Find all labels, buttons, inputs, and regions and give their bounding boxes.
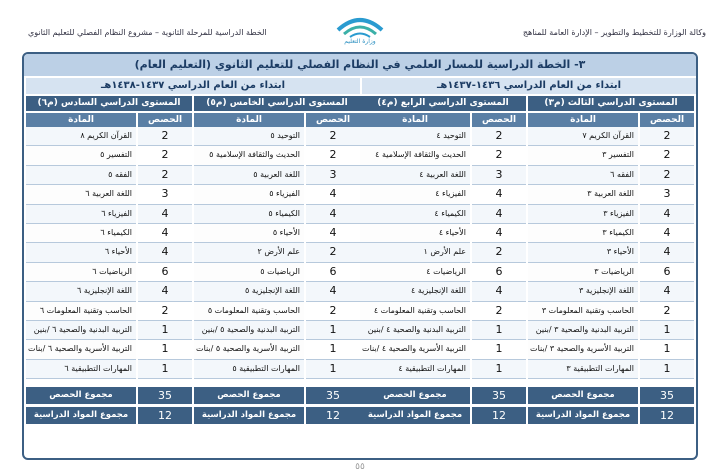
subject-cell: الرياضيات ٦ xyxy=(26,263,136,282)
subject-cell: الفقه ٥ xyxy=(26,166,136,185)
total-periods-value: 35 xyxy=(472,387,526,404)
periods-cell: 4 xyxy=(138,224,192,243)
subject-cell: الفيزياء ٦ xyxy=(26,205,136,224)
table-row xyxy=(194,360,360,379)
periods-cell: 4 xyxy=(138,243,192,262)
total-subjects-label: مجموع المواد الدراسية xyxy=(194,407,304,424)
total-periods-label: مجموع الحصص xyxy=(360,387,470,404)
periods-column-header: الحصص xyxy=(138,113,192,127)
subject-cell: التربية الأسرية والصحية ٥ /بنات xyxy=(194,340,304,359)
subject-cell: اللغة الإنجليزية ٦ xyxy=(26,282,136,301)
total-subjects-value: 12 xyxy=(138,407,192,424)
periods-cell: 4 xyxy=(640,224,694,243)
total-subjects-label: مجموع المواد الدراسية xyxy=(528,407,638,424)
periods-cell: 2 xyxy=(138,146,192,165)
periods-cell: 2 xyxy=(472,302,526,321)
subject-cell: المهارات التطبيقية ٣ xyxy=(528,360,638,379)
table-row xyxy=(360,205,526,224)
periods-cell: 1 xyxy=(306,321,360,340)
periods-cell: 4 xyxy=(306,282,360,301)
periods-cell: 2 xyxy=(138,302,192,321)
table-row xyxy=(528,340,694,359)
header-right-text: وكالة الوزارة للتخطيط والتطوير – الإدارة العامة للمناهج xyxy=(522,28,706,37)
total-periods-row xyxy=(528,387,694,404)
logo-caption: وزارة التعليم xyxy=(344,38,376,45)
periods-cell: 2 xyxy=(472,243,526,262)
periods-cell: 3 xyxy=(640,185,694,204)
level-title: المستوى الدراسي الخامس (م٥) xyxy=(194,96,360,111)
total-periods-row xyxy=(194,387,360,404)
periods-cell: 1 xyxy=(472,321,526,340)
periods-cell: 1 xyxy=(640,321,694,340)
subject-cell: اللغة العربية ٤ xyxy=(360,166,470,185)
subject-cell: الكيمياء ٣ xyxy=(528,224,638,243)
start-year-right: ابتداء من العام الدراسي ١٤٣٦-١٤٣٧هـ xyxy=(362,78,696,94)
subject-cell: المهارات التطبيقية ٦ xyxy=(26,360,136,379)
subject-cell: اللغة الإنجليزية ٣ xyxy=(528,282,638,301)
periods-cell: 1 xyxy=(472,340,526,359)
subject-cell: الرياضيات ٣ xyxy=(528,263,638,282)
table-row xyxy=(528,146,694,165)
periods-cell: 1 xyxy=(472,360,526,379)
periods-cell: 2 xyxy=(640,127,694,146)
subject-cell: اللغة العربية ٥ xyxy=(194,166,304,185)
level-panel xyxy=(26,96,192,427)
subject-rows xyxy=(194,127,360,379)
periods-cell: 1 xyxy=(306,340,360,359)
periods-cell: 2 xyxy=(306,302,360,321)
subject-cell: الفيزياء ٥ xyxy=(194,185,304,204)
subject-cell: الأحياء ٣ xyxy=(528,243,638,262)
page-header xyxy=(0,0,720,48)
subject-cell: الأحياء ٦ xyxy=(26,243,136,262)
table-row xyxy=(360,282,526,301)
table-row xyxy=(26,282,192,301)
periods-cell: 6 xyxy=(640,263,694,282)
subject-cell: التوحيد ٤ xyxy=(360,127,470,146)
table-row xyxy=(528,205,694,224)
periods-cell: 1 xyxy=(138,360,192,379)
table-row xyxy=(194,205,360,224)
table-row xyxy=(528,185,694,204)
subject-cell: اللغة الإنجليزية ٤ xyxy=(360,282,470,301)
total-periods-label: مجموع الحصص xyxy=(26,387,136,404)
ministry-logo-icon xyxy=(330,6,390,42)
subject-cell: اللغة الإنجليزية ٥ xyxy=(194,282,304,301)
total-periods-row xyxy=(360,387,526,404)
table-row xyxy=(360,185,526,204)
table-row xyxy=(26,243,192,262)
table-row xyxy=(26,166,192,185)
periods-cell: 1 xyxy=(138,340,192,359)
header-left-text: الخطة الدراسية للمرحلة الثانوية – مشروع النظام الفصلي للتعليم الثانوي xyxy=(28,28,267,37)
subject-rows xyxy=(26,127,192,379)
total-periods-value: 35 xyxy=(138,387,192,404)
level-panel xyxy=(528,96,694,427)
totals-block xyxy=(360,387,526,424)
subject-cell: الحديث والثقافة الإسلامية ٥ xyxy=(194,146,304,165)
table-row xyxy=(360,360,526,379)
table-row xyxy=(360,127,526,146)
table-row xyxy=(528,263,694,282)
level-panel xyxy=(194,96,360,427)
subject-cell: التربية البدنية والصحية ٦ /بنين xyxy=(26,321,136,340)
table-row xyxy=(194,185,360,204)
table-row xyxy=(360,263,526,282)
table-row xyxy=(194,321,360,340)
subject-cell: الرياضيات ٥ xyxy=(194,263,304,282)
total-subjects-label: مجموع المواد الدراسية xyxy=(26,407,136,424)
subject-cell: الحاسب وتقنية المعلومات ٦ xyxy=(26,302,136,321)
periods-cell: 1 xyxy=(640,360,694,379)
subject-cell: المهارات التطبيقية ٥ xyxy=(194,360,304,379)
subject-cell: الفيزياء ٤ xyxy=(360,185,470,204)
subject-rows xyxy=(360,127,526,379)
level-panel xyxy=(360,96,526,427)
table-row xyxy=(26,127,192,146)
periods-cell: 4 xyxy=(306,185,360,204)
periods-cell: 4 xyxy=(472,224,526,243)
table-row xyxy=(26,185,192,204)
subject-cell: القرآن الكريم ٧ xyxy=(528,127,638,146)
column-header-row xyxy=(194,113,360,127)
total-periods-value: 35 xyxy=(306,387,360,404)
periods-cell: 2 xyxy=(306,146,360,165)
periods-cell: 4 xyxy=(138,205,192,224)
table-row xyxy=(194,340,360,359)
periods-cell: 2 xyxy=(138,127,192,146)
periods-cell: 4 xyxy=(640,282,694,301)
page-number: ٥٥ xyxy=(355,462,365,472)
periods-cell: 1 xyxy=(306,360,360,379)
table-row xyxy=(528,243,694,262)
subject-cell: التفسير ٣ xyxy=(528,146,638,165)
periods-cell: 2 xyxy=(472,146,526,165)
start-year-left: ابتداء من العام الدراسي ١٤٣٧-١٤٣٨هـ xyxy=(26,78,360,94)
periods-cell: 3 xyxy=(472,166,526,185)
subject-column-header: المادة xyxy=(528,113,638,127)
periods-column-header: الحصص xyxy=(640,113,694,127)
table-row xyxy=(26,224,192,243)
table-row xyxy=(26,146,192,165)
totals-block xyxy=(528,387,694,424)
subject-cell: الحاسب وتقنية المعلومات ٣ xyxy=(528,302,638,321)
subject-column-header: المادة xyxy=(194,113,304,127)
subject-cell: علم الأرض ٢ xyxy=(194,243,304,262)
totals-block xyxy=(26,387,192,424)
table-row xyxy=(528,127,694,146)
table-title: ٣- الخطة الدراسية للمسار العلمي في النظام الفصلي للتعليم الثانوي (التعليم العام) xyxy=(24,54,696,76)
subject-cell: الكيمياء ٥ xyxy=(194,205,304,224)
subject-cell: المهارات التطبيقية ٤ xyxy=(360,360,470,379)
subject-cell: الكيمياء ٦ xyxy=(26,224,136,243)
periods-cell: 2 xyxy=(640,166,694,185)
table-row xyxy=(26,340,192,359)
table-row xyxy=(26,263,192,282)
total-periods-value: 35 xyxy=(640,387,694,404)
subject-cell: التربية الأسرية والصحية ٤ /بنات xyxy=(360,340,470,359)
study-plan-table xyxy=(22,52,698,460)
total-subjects-value: 12 xyxy=(306,407,360,424)
table-row xyxy=(528,166,694,185)
subject-cell: الحاسب وتقنية المعلومات ٥ xyxy=(194,302,304,321)
subject-cell: التربية البدنية والصحية ٤ /بنين xyxy=(360,321,470,340)
periods-cell: 4 xyxy=(138,282,192,301)
level-title: المستوى الدراسي السادس (م٦) xyxy=(26,96,192,111)
subject-column-header: المادة xyxy=(360,113,470,127)
table-row xyxy=(360,321,526,340)
subject-cell: اللغة العربية ٦ xyxy=(26,185,136,204)
total-periods-row xyxy=(26,387,192,404)
periods-cell: 3 xyxy=(306,166,360,185)
total-subjects-row xyxy=(194,407,360,424)
periods-cell: 6 xyxy=(138,263,192,282)
total-subjects-row xyxy=(26,407,192,424)
table-row xyxy=(26,205,192,224)
table-row xyxy=(360,302,526,321)
periods-column-header: الحصص xyxy=(472,113,526,127)
total-periods-label: مجموع الحصص xyxy=(194,387,304,404)
table-row xyxy=(360,166,526,185)
table-row xyxy=(528,282,694,301)
periods-cell: 3 xyxy=(138,185,192,204)
column-header-row xyxy=(26,113,192,127)
periods-cell: 2 xyxy=(306,243,360,262)
periods-cell: 2 xyxy=(640,146,694,165)
subject-cell: التربية الأسرية والصحية ٣ /بنات xyxy=(528,340,638,359)
periods-cell: 4 xyxy=(640,205,694,224)
subject-cell: الحديث والثقافة الإسلامية ٤ xyxy=(360,146,470,165)
periods-cell: 4 xyxy=(306,224,360,243)
periods-cell: 2 xyxy=(138,166,192,185)
column-header-row xyxy=(528,113,694,127)
subject-cell: التفسير ٥ xyxy=(26,146,136,165)
table-row xyxy=(528,321,694,340)
total-subjects-value: 12 xyxy=(640,407,694,424)
table-row xyxy=(528,360,694,379)
table-row xyxy=(194,263,360,282)
periods-cell: 4 xyxy=(472,205,526,224)
periods-cell: 2 xyxy=(640,302,694,321)
level-title: المستوى الدراسي الثالث (م٣) xyxy=(528,96,694,111)
subject-cell: اللغة العربية ٣ xyxy=(528,185,638,204)
subject-cell: الحاسب وتقنية المعلومات ٤ xyxy=(360,302,470,321)
periods-cell: 4 xyxy=(640,243,694,262)
subject-cell: الفيزياء ٣ xyxy=(528,205,638,224)
subject-cell: التربية البدنية والصحية ٣ /بنين xyxy=(528,321,638,340)
subject-cell: القرآن الكريم ٨ xyxy=(26,127,136,146)
table-row xyxy=(194,282,360,301)
table-row xyxy=(194,127,360,146)
subject-cell: التربية البدنية والصحية ٥ /بنين xyxy=(194,321,304,340)
subject-cell: الرياضيات ٤ xyxy=(360,263,470,282)
subject-rows xyxy=(528,127,694,379)
periods-column-header: الحصص xyxy=(306,113,360,127)
subject-cell: علم الأرض ١ xyxy=(360,243,470,262)
periods-cell: 4 xyxy=(472,282,526,301)
level-title: المستوى الدراسي الرابع (م٤) xyxy=(360,96,526,111)
table-row xyxy=(360,243,526,262)
total-subjects-value: 12 xyxy=(472,407,526,424)
table-row xyxy=(360,146,526,165)
subject-cell: الأحياء ٥ xyxy=(194,224,304,243)
table-row xyxy=(528,224,694,243)
subject-column-header: المادة xyxy=(26,113,136,127)
periods-cell: 2 xyxy=(472,127,526,146)
table-row xyxy=(194,166,360,185)
table-row xyxy=(194,302,360,321)
total-periods-label: مجموع الحصص xyxy=(528,387,638,404)
periods-cell: 4 xyxy=(472,185,526,204)
subject-cell: التوحيد ٥ xyxy=(194,127,304,146)
periods-cell: 6 xyxy=(472,263,526,282)
total-subjects-label: مجموع المواد الدراسية xyxy=(360,407,470,424)
total-subjects-row xyxy=(528,407,694,424)
table-row xyxy=(528,302,694,321)
table-row xyxy=(360,340,526,359)
subject-cell: التربية الأسرية والصحية ٦ /بنات xyxy=(26,340,136,359)
column-header-row xyxy=(360,113,526,127)
table-row xyxy=(26,360,192,379)
periods-cell: 6 xyxy=(306,263,360,282)
totals-block xyxy=(194,387,360,424)
subject-cell: الكيمياء ٤ xyxy=(360,205,470,224)
periods-cell: 4 xyxy=(306,205,360,224)
table-row xyxy=(194,146,360,165)
periods-cell: 1 xyxy=(138,321,192,340)
table-row xyxy=(194,224,360,243)
table-row xyxy=(26,321,192,340)
table-row xyxy=(360,224,526,243)
periods-cell: 2 xyxy=(306,127,360,146)
table-row xyxy=(26,302,192,321)
table-row xyxy=(194,243,360,262)
periods-cell: 1 xyxy=(640,340,694,359)
subject-cell: الفقه ٦ xyxy=(528,166,638,185)
subject-cell: الأحياء ٤ xyxy=(360,224,470,243)
total-subjects-row xyxy=(360,407,526,424)
